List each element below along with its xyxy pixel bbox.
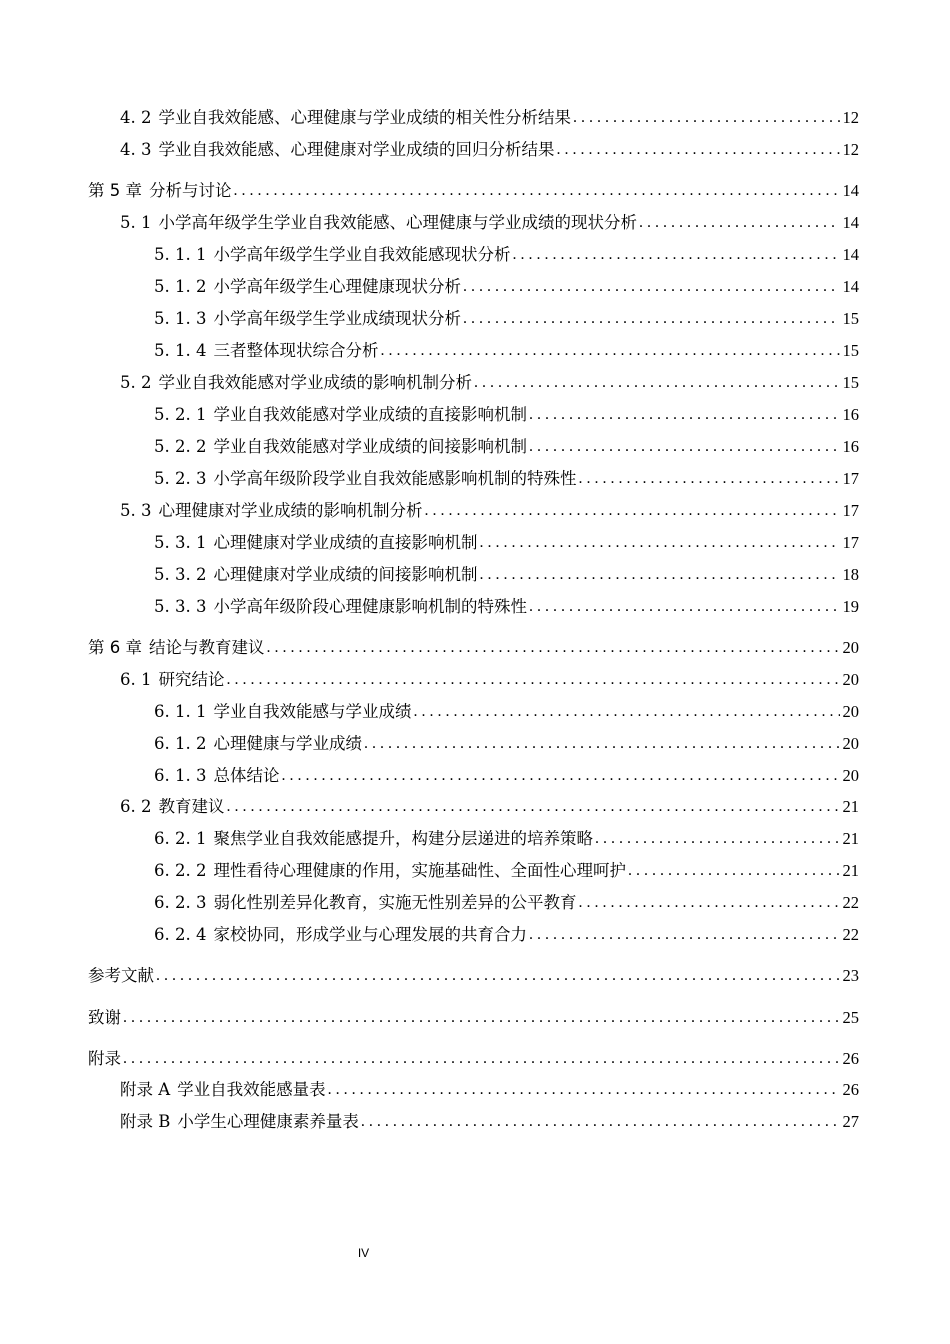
toc-entry-text: 小学高年级学生学业成绩现状分析 bbox=[213, 309, 461, 328]
toc-entry-page: 22 bbox=[842, 893, 859, 912]
toc-entry-number: 5. 2. 2 bbox=[154, 437, 207, 456]
dot-leader bbox=[529, 596, 840, 618]
toc-entry[interactable] bbox=[120, 137, 859, 161]
toc-entry-text: 参考文献 bbox=[88, 966, 154, 985]
toc-entry-page: 17 bbox=[842, 533, 859, 552]
dot-leader bbox=[380, 340, 839, 362]
toc-entry-text: 小学高年级阶段心理健康影响机制的特殊性 bbox=[213, 597, 527, 616]
toc-entry-title bbox=[120, 1111, 359, 1133]
toc-entry[interactable] bbox=[154, 890, 859, 914]
toc-entry-page: 18 bbox=[842, 565, 859, 584]
toc-entry[interactable] bbox=[154, 731, 859, 755]
toc-entry-title bbox=[120, 1079, 326, 1101]
toc-entry-text: 学业自我效能感、心理健康对学业成绩的回归分析结果 bbox=[158, 140, 555, 159]
toc-entry-page: 20 bbox=[842, 734, 859, 753]
toc-entry[interactable] bbox=[88, 178, 859, 202]
toc-entry-title bbox=[154, 308, 461, 330]
toc-entry-text: 分析与讨论 bbox=[149, 181, 232, 200]
toc-entry-number: 5. 2. 1 bbox=[154, 405, 207, 424]
toc-entry[interactable] bbox=[120, 1109, 859, 1133]
toc-entry-title bbox=[154, 564, 477, 586]
toc-entry[interactable] bbox=[154, 699, 859, 723]
dot-leader bbox=[227, 669, 840, 691]
dot-leader bbox=[156, 965, 840, 987]
toc-entry-text: 学业自我效能感对学业成绩的直接影响机制 bbox=[213, 405, 527, 424]
toc-entry-page: 20 bbox=[842, 702, 859, 721]
toc-entry-text: 弱化性别差异化教育，实施无性别差异的公平教育 bbox=[213, 893, 577, 912]
dot-leader bbox=[234, 180, 840, 202]
toc-entry-text: 小学高年级学生心理健康现状分析 bbox=[213, 277, 461, 296]
toc-entry-number: 6. 1. 2 bbox=[154, 734, 207, 753]
toc-entry-page: 20 bbox=[842, 638, 859, 657]
toc-entry-text: 学业自我效能感、心理健康与学业成绩的相关性分析结果 bbox=[158, 108, 571, 127]
toc-entry-page: 17 bbox=[842, 501, 859, 520]
toc-entry[interactable] bbox=[120, 794, 859, 818]
toc-entry-title bbox=[120, 107, 571, 129]
toc-entry[interactable] bbox=[154, 434, 859, 458]
toc-entry-title bbox=[154, 701, 411, 723]
dot-leader bbox=[463, 276, 840, 298]
toc-entry-number: 6. 1. 1 bbox=[154, 702, 207, 721]
toc-entry-number: 附录 A bbox=[120, 1080, 171, 1099]
dot-leader bbox=[281, 765, 839, 787]
dot-leader bbox=[123, 1007, 840, 1029]
toc-entry[interactable] bbox=[154, 466, 859, 490]
page-number: IV bbox=[357, 1246, 370, 1260]
toc-entry-number: 5. 3 bbox=[120, 501, 152, 520]
dot-leader bbox=[123, 1048, 840, 1070]
toc-entry-text: 总体结论 bbox=[213, 766, 280, 785]
toc-entry-page: 20 bbox=[842, 766, 859, 785]
toc-entry-text: 理性看待心理健康的作用，实施基础性、全面性心理呵护 bbox=[213, 861, 626, 880]
toc-entry-text: 学业自我效能感量表 bbox=[177, 1080, 326, 1099]
toc-entry-number: 5. 2. 3 bbox=[154, 469, 207, 488]
toc-entry-text: 结论与教育建议 bbox=[149, 638, 265, 657]
toc-entry-page: 27 bbox=[842, 1112, 859, 1131]
toc-entry[interactable] bbox=[88, 1046, 859, 1070]
toc-entry-page: 23 bbox=[842, 966, 859, 985]
dot-leader bbox=[479, 532, 839, 554]
toc-entry-text: 学业自我效能感对学业成绩的间接影响机制 bbox=[213, 437, 527, 456]
toc-entry-text: 心理健康对学业成绩的间接影响机制 bbox=[213, 565, 478, 584]
toc-entry-title bbox=[154, 244, 510, 266]
toc-entry[interactable] bbox=[120, 1077, 859, 1101]
toc-entry-text: 学业自我效能感对学业成绩的影响机制分析 bbox=[158, 373, 472, 392]
toc-entry-page: 17 bbox=[842, 469, 859, 488]
toc-entry-number: 第 6 章 bbox=[88, 638, 142, 657]
toc-entry-number: 4. 2 bbox=[120, 108, 152, 127]
toc-entry-page: 12 bbox=[842, 108, 859, 127]
toc-entry-title bbox=[88, 965, 154, 987]
toc-entry-title bbox=[154, 892, 576, 914]
toc-entry-title bbox=[154, 276, 461, 298]
toc-entry-title bbox=[120, 212, 637, 234]
toc-entry[interactable] bbox=[154, 306, 859, 330]
dot-leader bbox=[595, 828, 840, 850]
toc-entry-number: 5. 1 bbox=[120, 213, 152, 232]
toc-entry-title bbox=[154, 733, 362, 755]
toc-entry[interactable] bbox=[120, 210, 859, 234]
toc-entry-number: 4. 3 bbox=[120, 140, 152, 159]
toc-entry-text: 家校协同，形成学业与心理发展的共育合力 bbox=[213, 925, 527, 944]
toc-entry-page: 14 bbox=[842, 245, 859, 264]
toc-entry-text: 心理健康与学业成绩 bbox=[213, 734, 362, 753]
toc-entry-text: 致谢 bbox=[88, 1008, 121, 1027]
toc-entry-number: 5. 1. 2 bbox=[154, 277, 207, 296]
toc-entry-title bbox=[154, 340, 378, 362]
toc-entry-page: 26 bbox=[842, 1080, 859, 1099]
toc-entry-title bbox=[120, 372, 472, 394]
toc-entry-text: 教育建议 bbox=[158, 797, 225, 816]
toc-entry-title bbox=[120, 500, 423, 522]
toc-entry-text: 附录 bbox=[88, 1049, 121, 1068]
toc-entry-page: 14 bbox=[842, 181, 859, 200]
dot-leader bbox=[413, 701, 839, 723]
toc-entry[interactable] bbox=[154, 763, 859, 787]
toc-entry-title bbox=[154, 860, 626, 882]
toc-entry-title bbox=[154, 596, 527, 618]
toc-entry-number: 6. 2. 1 bbox=[154, 829, 207, 848]
dot-leader bbox=[474, 372, 840, 394]
toc-entry[interactable] bbox=[154, 922, 859, 946]
toc-entry-text: 三者整体现状综合分析 bbox=[213, 341, 379, 360]
toc-entry[interactable] bbox=[154, 530, 859, 554]
toc-entry-page: 16 bbox=[842, 437, 859, 456]
dot-leader bbox=[628, 860, 840, 882]
dot-leader bbox=[463, 308, 840, 330]
toc-entry-page: 25 bbox=[842, 1008, 859, 1027]
toc-entry-title bbox=[154, 765, 279, 787]
toc-entry[interactable] bbox=[88, 1005, 859, 1029]
toc-entry-text: 心理健康对学业成绩的影响机制分析 bbox=[158, 501, 423, 520]
toc-entry[interactable] bbox=[88, 963, 859, 987]
dot-leader bbox=[573, 107, 840, 129]
toc-entry[interactable] bbox=[120, 370, 859, 394]
dot-leader bbox=[267, 637, 840, 659]
dot-leader bbox=[529, 436, 840, 458]
toc-entry-number: 5. 3. 1 bbox=[154, 533, 207, 552]
toc-entry-title bbox=[154, 468, 576, 490]
toc-entry-number: 5. 3. 3 bbox=[154, 597, 207, 616]
dot-leader bbox=[639, 212, 840, 234]
toc-entry-text: 学业自我效能感与学业成绩 bbox=[213, 702, 412, 721]
toc-entry-number: 6. 2 bbox=[120, 797, 152, 816]
toc-entry-page: 15 bbox=[842, 373, 859, 392]
toc-entry[interactable] bbox=[154, 274, 859, 298]
toc-entry[interactable] bbox=[120, 498, 859, 522]
toc-entry-text: 研究结论 bbox=[158, 670, 225, 689]
toc-entry[interactable] bbox=[154, 338, 859, 362]
toc-entry[interactable] bbox=[154, 594, 859, 618]
toc-entry-title bbox=[154, 532, 477, 554]
toc-entry-page: 21 bbox=[842, 797, 859, 816]
toc-entry-number: 6. 1. 3 bbox=[154, 766, 207, 785]
toc-entry-title bbox=[88, 1048, 121, 1070]
toc-entry-text: 小学高年级学生学业自我效能感现状分析 bbox=[213, 245, 511, 264]
toc-entry-text: 小学生心理健康素养量表 bbox=[177, 1112, 359, 1131]
toc-entry-number: 6. 2. 3 bbox=[154, 893, 207, 912]
toc-entry-number: 5. 1. 4 bbox=[154, 341, 207, 360]
toc-entry[interactable] bbox=[120, 105, 859, 129]
toc-entry-page: 21 bbox=[842, 861, 859, 880]
toc-entry-title bbox=[154, 436, 527, 458]
toc-entry-title bbox=[154, 404, 527, 426]
toc-entry-page: 22 bbox=[842, 925, 859, 944]
toc-entry-number: 第 5 章 bbox=[88, 181, 142, 200]
toc-entry-number: 6. 2. 4 bbox=[154, 925, 207, 944]
toc-entry-page: 26 bbox=[842, 1049, 859, 1068]
toc-entry-number: 5. 2 bbox=[120, 373, 152, 392]
toc-entry-page: 14 bbox=[842, 277, 859, 296]
toc-entry-number: 附录 B bbox=[120, 1112, 171, 1131]
toc-entry[interactable] bbox=[154, 242, 859, 266]
dot-leader bbox=[529, 404, 840, 426]
dot-leader bbox=[425, 500, 840, 522]
toc-entry-title bbox=[120, 139, 555, 161]
toc-entry-page: 15 bbox=[842, 341, 859, 360]
toc-entry-page: 12 bbox=[842, 140, 859, 159]
toc-entry-number: 5. 1. 3 bbox=[154, 309, 207, 328]
dot-leader bbox=[227, 796, 840, 818]
toc-entry-page: 20 bbox=[842, 670, 859, 689]
toc-entry-title bbox=[120, 796, 225, 818]
dot-leader bbox=[479, 564, 839, 586]
toc-entry-number: 5. 1. 1 bbox=[154, 245, 207, 264]
toc-entry[interactable] bbox=[88, 635, 859, 659]
dot-leader bbox=[328, 1079, 840, 1101]
toc-entry-page: 16 bbox=[842, 405, 859, 424]
toc-entry-title bbox=[88, 637, 265, 659]
toc-entry-text: 小学高年级阶段学业自我效能感影响机制的特殊性 bbox=[213, 469, 577, 488]
toc-entry-number: 5. 3. 2 bbox=[154, 565, 207, 584]
toc-entry-page: 15 bbox=[842, 309, 859, 328]
toc-entry-text: 心理健康对学业成绩的直接影响机制 bbox=[213, 533, 478, 552]
dot-leader bbox=[364, 733, 840, 755]
toc-entry-number: 6. 2. 2 bbox=[154, 861, 207, 880]
toc-entry-text: 小学高年级学生学业自我效能感、心理健康与学业成绩的现状分析 bbox=[158, 213, 637, 232]
dot-leader bbox=[529, 924, 840, 946]
toc-entry[interactable] bbox=[154, 402, 859, 426]
toc-entry[interactable] bbox=[120, 667, 859, 691]
toc-entry[interactable] bbox=[154, 826, 859, 850]
toc-entry-page: 14 bbox=[842, 213, 859, 232]
toc-entry-page: 21 bbox=[842, 829, 859, 848]
toc-entry-title bbox=[88, 1007, 121, 1029]
dot-leader bbox=[512, 244, 839, 266]
toc-entry-text: 聚焦学业自我效能感提升，构建分层递进的培养策略 bbox=[213, 829, 593, 848]
toc-entry-title bbox=[154, 924, 527, 946]
toc-entry-title bbox=[88, 180, 232, 202]
toc-entry-number: 6. 1 bbox=[120, 670, 152, 689]
dot-leader bbox=[361, 1111, 840, 1133]
dot-leader bbox=[578, 892, 839, 914]
toc-entry[interactable] bbox=[154, 858, 859, 882]
toc-entry-page: 19 bbox=[842, 597, 859, 616]
toc-entry-title bbox=[154, 828, 593, 850]
toc-entry[interactable] bbox=[154, 562, 859, 586]
dot-leader bbox=[557, 139, 840, 161]
dot-leader bbox=[578, 468, 839, 490]
toc-entry-title bbox=[120, 669, 225, 691]
